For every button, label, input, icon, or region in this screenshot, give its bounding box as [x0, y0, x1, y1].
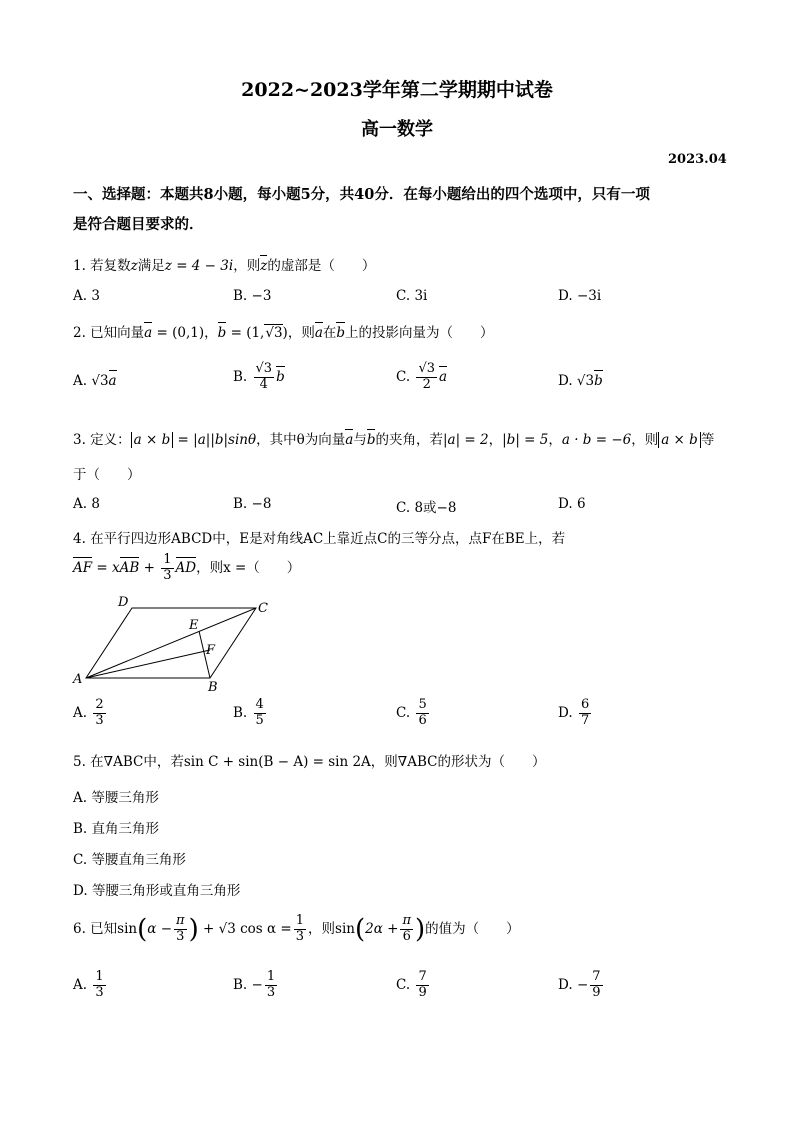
diagonal-ac	[86, 608, 256, 678]
exam-subtitle: 高一数学	[361, 119, 433, 140]
segment-af	[86, 650, 210, 678]
q5-option-a: A. 等腰三角形	[73, 790, 159, 806]
q5-option-b: B. 直角三角形	[73, 821, 160, 837]
q3-option-b: B. −8	[233, 496, 272, 512]
q1-option-b: B. −3	[233, 288, 272, 304]
q2-option-b: B. $\frac{√3}{4}$ b	[233, 361, 285, 392]
question-3-cont: 于（ ）	[73, 467, 141, 483]
label-b: B	[208, 680, 218, 695]
label-c: C	[258, 601, 268, 616]
q4-option-c: C. $\frac{5}{6}$	[396, 697, 427, 728]
q1-text: ，则	[233, 258, 261, 274]
q1-var: z	[130, 258, 138, 274]
label-d: D	[118, 595, 129, 610]
question-3: 3. 定义： a × b = |a||b|sinθ，其中θ为向量a与b的夹角，若|a| = 2，|b| = 5，a · b = −6，则 a × b 等	[73, 432, 715, 448]
q3-option-a: A. 8	[73, 496, 100, 512]
parallelogram-figure	[70, 595, 280, 695]
q2-option-d: D. √3b	[558, 373, 603, 389]
q4-option-b: B. $\frac{4}{5}$	[233, 697, 264, 728]
label-f: F	[206, 643, 216, 658]
q1-option-d: D. −3i	[558, 288, 602, 304]
q2-option-c: C. $\frac{√3}{2}$ a	[396, 361, 448, 392]
q1-equation: z = 4 − 3i	[164, 258, 234, 274]
q1-option-c: C. 3i	[396, 288, 428, 304]
question-1	[73, 254, 375, 274]
q5-option-d: D. 等腰三角形或直角三角形	[73, 883, 241, 899]
q4-option-d: D. $\frac{6}{7}$	[558, 697, 590, 728]
q1-text: 的虚部是（ ）	[267, 258, 376, 274]
question-6: 6. 已知sin(α − $\frac{\pi}{3}$ ) + √3 cos α = $\frac{1}{3}$ ，则sin(2α + $\frac{\pi}{6}$ )的值为（ ）	[73, 913, 520, 945]
label-a: A	[73, 672, 83, 687]
q6-option-d: D. − $\frac{7}{9}$	[558, 969, 601, 1000]
q2-option-a: A. √3a	[73, 373, 117, 389]
q1-conjugate: z	[260, 258, 268, 274]
section-heading-line1: 一、选择题：本题共8小题，每小题5分，共40分．在每小题给出的四个选项中，只有一项	[73, 186, 650, 203]
section-heading-line2: 是符合题目要求的．	[73, 216, 204, 233]
q3-option-c: C. 8或−8	[396, 500, 457, 516]
question-5: 5. 在∇ABC中，若sin C + sin(B − A) = sin 2A，则∇ABC的形状为（ ）	[73, 754, 546, 770]
question-2: 2. 已知向量a = (0,1)，b = (1,√3)，则a在b上的投影向量为（ ）	[73, 325, 494, 341]
sqrt-symbol: √3	[265, 325, 283, 341]
q5-option-c: C. 等腰直角三角形	[73, 852, 186, 868]
q4-option-a: A. $\frac{2}{3}$	[73, 697, 104, 728]
question-4: 4. 在平行四边形ABCD中，E是对角线AC上靠近点C的三等分点，点F在BE上，若	[73, 531, 566, 547]
q3-option-d: D. 6	[558, 496, 586, 512]
question-4-equation: AF = xAB + $\frac{1}{3}$ AD，则x =（ ）	[73, 552, 301, 583]
q6-option-a: A. $\frac{1}{3}$	[73, 969, 104, 1000]
q1-option-a: A. 3	[73, 288, 100, 304]
exam-date: 2023.04	[668, 152, 727, 167]
label-e: E	[189, 618, 199, 633]
exam-title: 2022~2023学年第二学期期中试卷	[241, 79, 553, 101]
q1-text: 满足	[137, 258, 165, 274]
q1-text: 1. 若复数	[73, 258, 131, 274]
q6-option-c: C. $\frac{7}{9}$	[396, 969, 427, 1000]
q6-option-b: B. − $\frac{1}{3}$	[233, 969, 276, 1000]
